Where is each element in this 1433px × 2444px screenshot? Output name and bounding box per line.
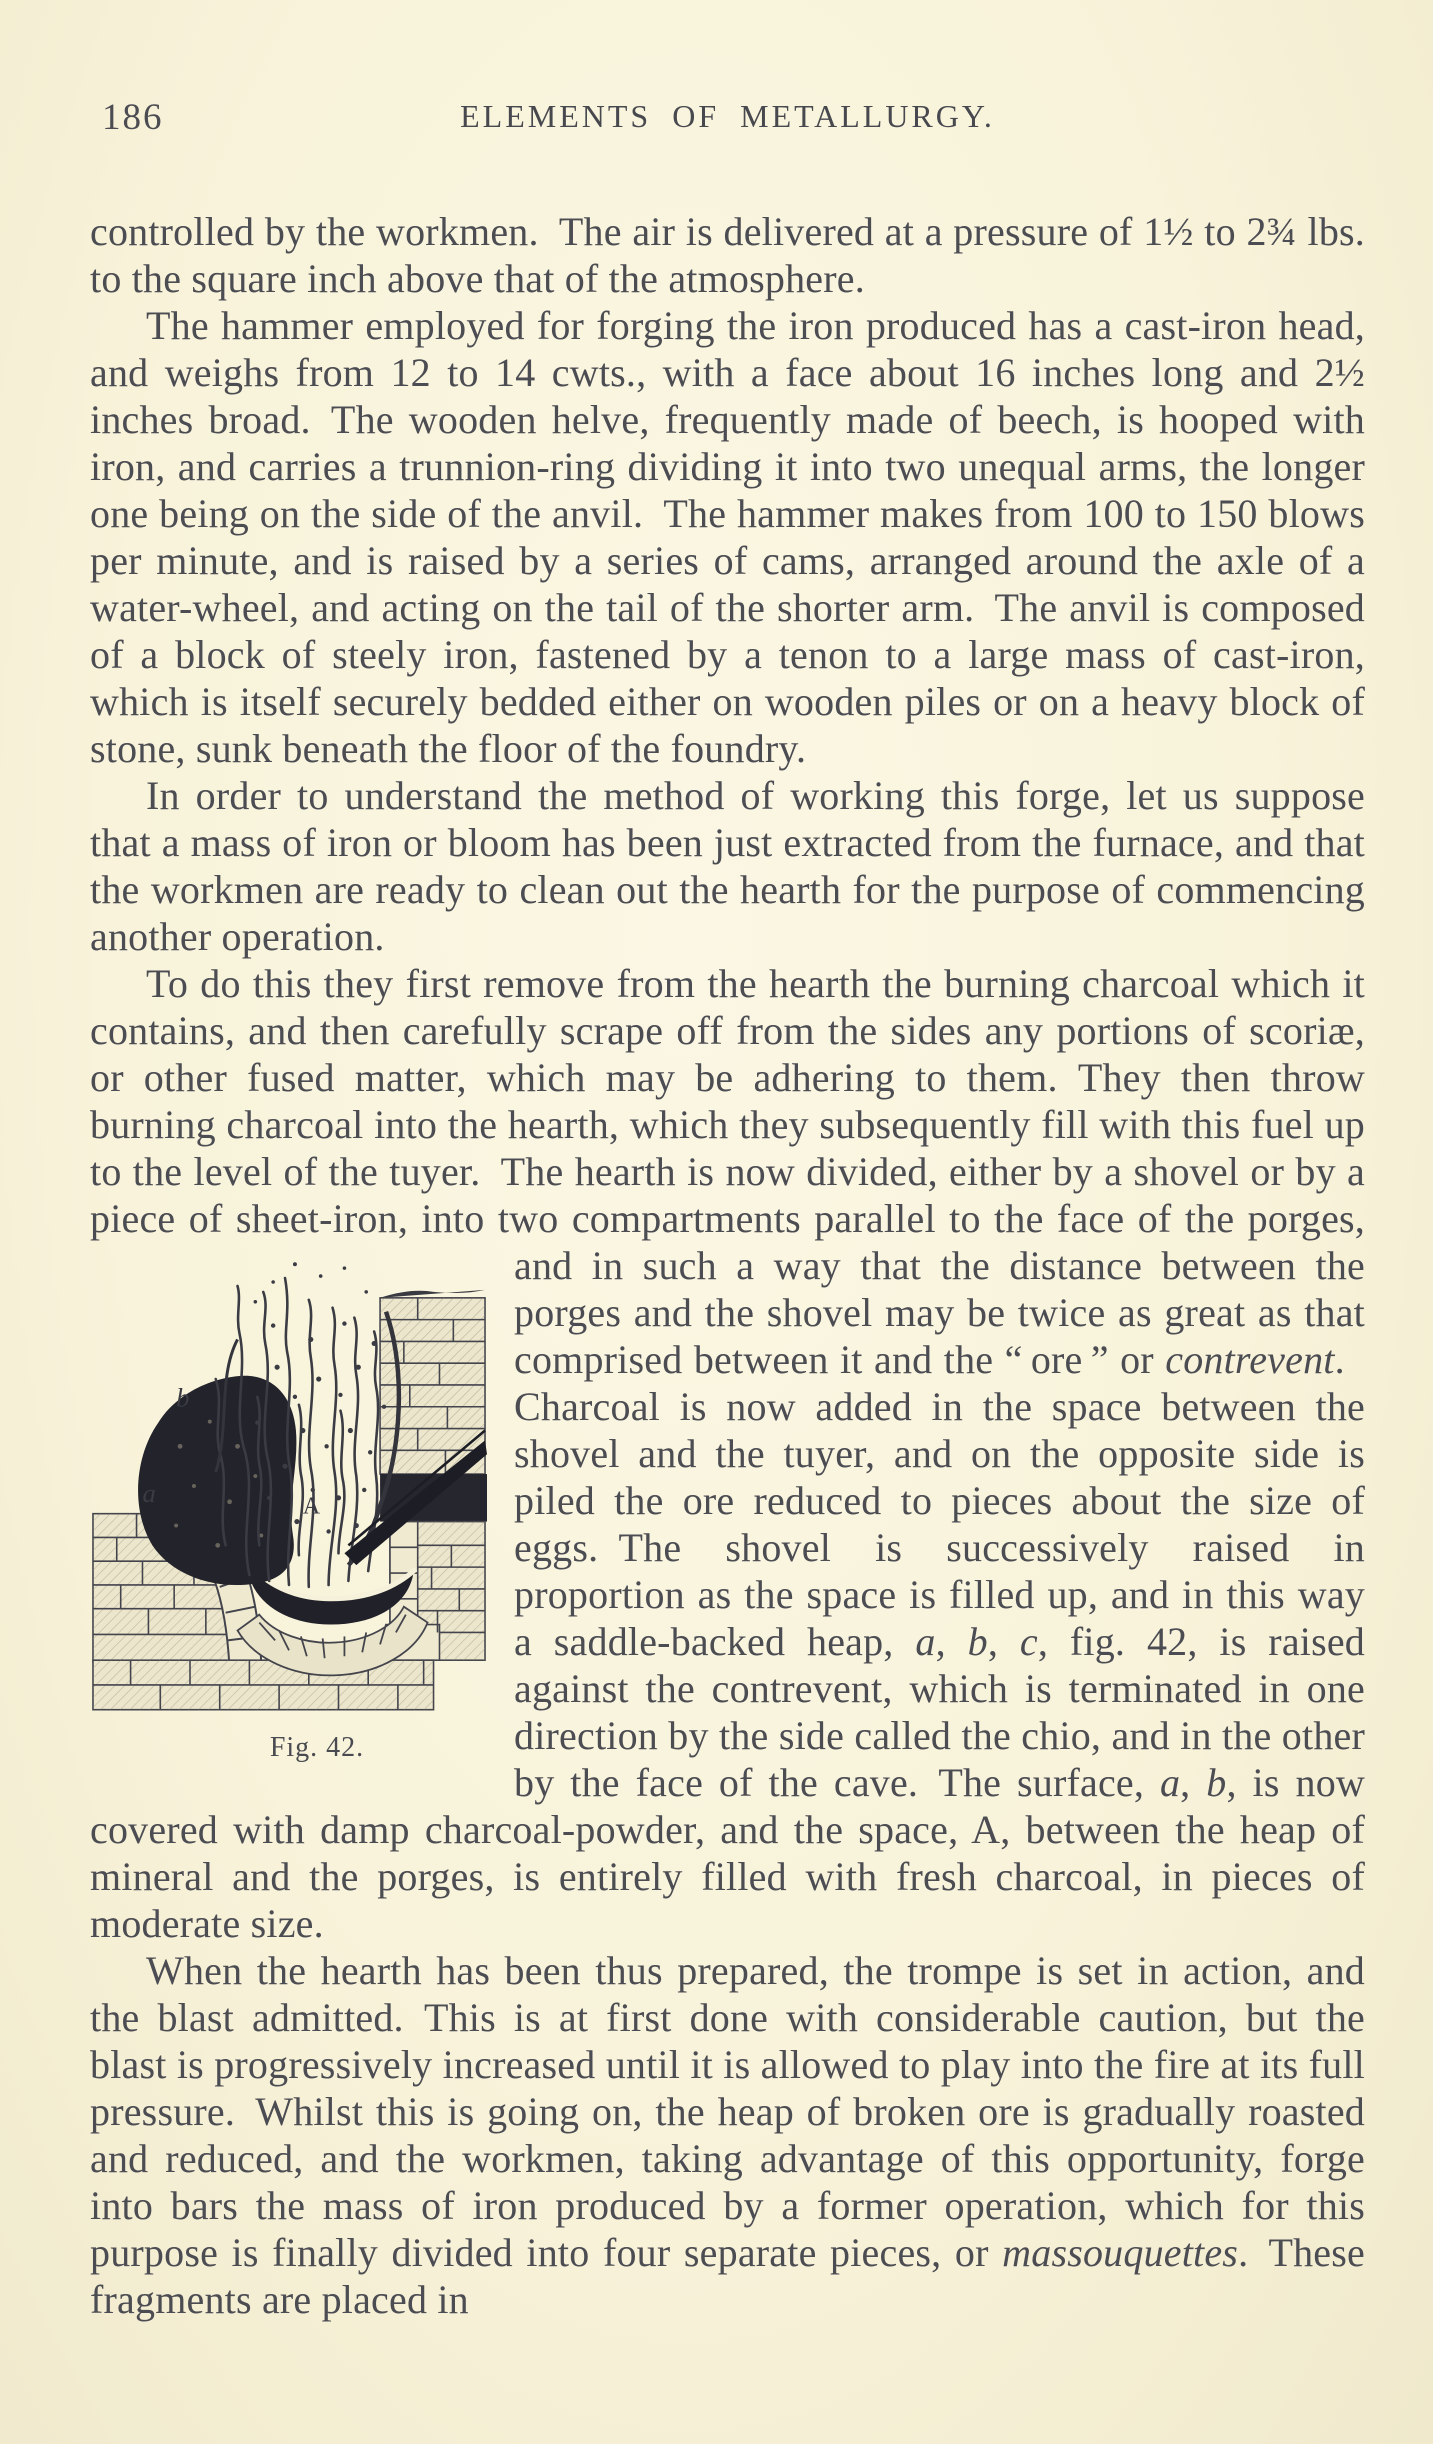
figure-label-A: A (302, 1493, 321, 1520)
paragraph-4 (90, 960, 1365, 1947)
paragraph-4-after-figure: the distance between the porges and the shovel may be twice as great as that comprised between it and the “ ore ” or contrevent. Charcoal is now added in the space between the shovel and the tuyer, and on the opposite side is piled the ore reduced to pieces about the size of eggs. The shovel is successively raised in proportion as the space is filled up, and in this way a saddle-backed heap, a, b, c, fig. 42, is raised against the contrevent, which is terminated in one direction by the side called the chio, and in the other by the face of the cave. The surface, a, b, is now covered with damp charcoal-powder, and the space, A, between the heap of mineral and the porges, is entirely filled with fresh charcoal, in pieces of moderate size. (90, 1243, 1366, 1946)
page-body (90, 208, 1365, 2323)
paragraph-3: In order to understand the method of working this forge, let us suppose that a mass of iron or bloom has been just extracted from the furnace, and that the workmen are ready to clean out the hearth for the purpose of commencing another operation. (90, 773, 1365, 959)
running-title: ELEMENTS OF METALLURGY. (460, 98, 995, 134)
forge-hearth-woodcut (91, 1248, 487, 1714)
page-number: 186 (102, 97, 164, 138)
figure-caption: Fig. 42. (269, 1732, 365, 1763)
paragraph-4-before-figure: To do this they first remove from the hearth the burning charcoal which it contains, and then carefully scrape off from the sides any portions of scoriæ, or other fused matter, which may be adhering to them. They then throw burning charcoal into the hearth, which they subsequently fill with this fuel up to the level of the tuyer. The hearth is now divided, either by a shovel or by a piece of sheet-iron, into two compartments parallel to the face of the porges, and in such a way that (90, 961, 1365, 1288)
paragraph-5: When the hearth has been thus prepared, the trompe is set in action, and the blast admitted. This is at first done with considerable caution, but the blast is progressively increased until it is allowed to play into the fire at its full pressure. Whilst this is going on, the heap of broken ore is gradually roasted and reduced, and the workmen, taking advantage of this opportunity, forge into bars the mass of iron produced by a former operation, which for this purpose is finally divided into four separate pieces, or massouquettes. These fragments are placed in (90, 1948, 1365, 2322)
paragraph-1: controlled by the workmen. The air is delivered at a pressure of 1½ to 2¾ lbs. to the square inch above that of the atmosphere. (90, 209, 1365, 301)
figure-42 (90, 1248, 488, 1771)
figure-label-a: a (142, 1477, 157, 1508)
figure-label-b: b (176, 1382, 190, 1413)
running-header (90, 96, 1365, 156)
paragraph-2: The hammer employed for forging the iron produced has a cast-iron head, and weighs from 12 to 14 cwts., with a face about 16 inches long and 2½ inches broad. The wooden helve, frequently made of beech, is hooped with iron, and carries a trunnion-ring dividing it into two unequal arms, the longer one being on the side of the anvil. The hammer makes from 100 to 150 blows per minute, and is raised by a series of cams, arranged around the axle of a water-wheel, and acting on the tail of the shorter arm. The anvil is composed of a block of steely iron, fastened by a tenon to a large mass of cast-iron, which is itself securely bedded either on wooden piles or on a heavy block of stone, sunk beneath the floor of the foundry. (90, 303, 1365, 771)
